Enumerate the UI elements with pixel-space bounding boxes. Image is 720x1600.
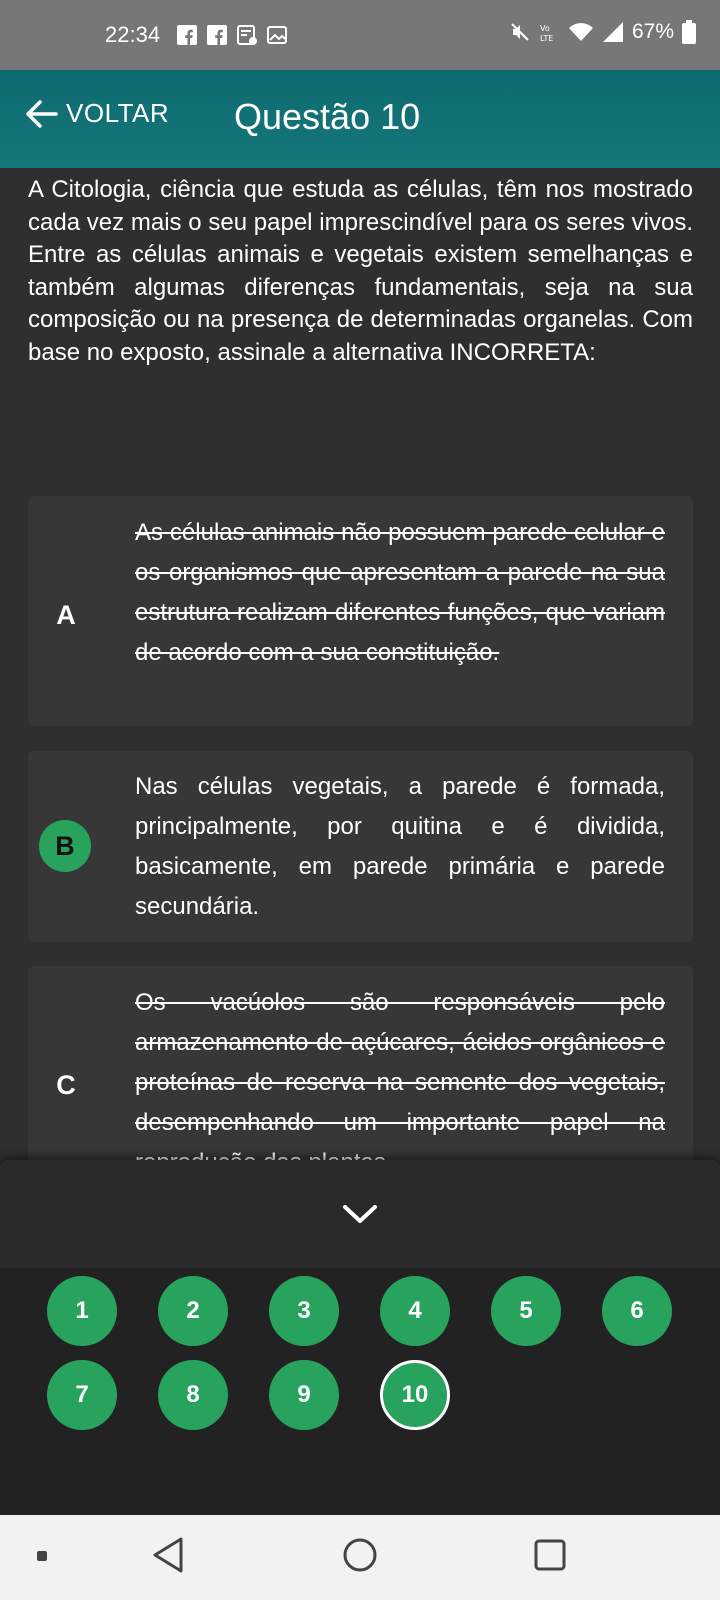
overview-square-icon[interactable] (530, 1535, 570, 1575)
svg-text:Vo: Vo (539, 24, 550, 33)
status-bar (0, 0, 720, 70)
chevron-down-icon (340, 1201, 380, 1227)
recents-dot-icon[interactable] (36, 1550, 48, 1562)
question-number-8[interactable]: 8 (158, 1360, 228, 1430)
signal-icon (602, 21, 624, 43)
back-triangle-icon[interactable] (150, 1535, 186, 1575)
facebook-icon (206, 24, 228, 46)
question-number-6[interactable]: 6 (602, 1276, 672, 1346)
question-number-5[interactable]: 5 (491, 1276, 561, 1346)
arrow-left-icon (24, 99, 58, 129)
status-time: 22:34 (105, 22, 161, 47)
option-a[interactable] (28, 496, 693, 726)
option-letter: A (56, 599, 76, 630)
system-nav-bar (0, 1515, 720, 1600)
question-number-1[interactable]: 1 (47, 1276, 117, 1346)
question-number-3[interactable]: 3 (269, 1276, 339, 1346)
page-title: Questão 10 (234, 96, 421, 137)
question-number-10[interactable]: 10 (380, 1360, 450, 1430)
volte-icon (538, 21, 560, 43)
battery-percent: 67% (631, 20, 674, 43)
option-text: Os vacúolos são responsáveis pelo armazenamento de açúcares, ácidos orgânicos e proteínas de reserva na semente dos vegetais, desempenhando um importante papel na (135, 989, 665, 1136)
mute-icon (510, 22, 530, 42)
app-header (0, 70, 720, 168)
option-letter: C (56, 1069, 76, 1100)
question-nav-panel (0, 1160, 720, 1515)
svg-text:LTE: LTE (539, 34, 554, 43)
options-list (0, 480, 720, 1160)
question-number-2[interactable]: 2 (158, 1276, 228, 1346)
back-label: VOLTAR (66, 98, 170, 128)
question-number-7[interactable]: 7 (47, 1360, 117, 1430)
wifi-icon (568, 21, 594, 43)
option-letter-selected: B (39, 820, 91, 872)
question-number-4[interactable]: 4 (380, 1276, 450, 1346)
question-text: A Citologia, ciência que estuda as células, têm nos mostrado cada vez mais o seu papel imprescindível para os seres vivos. Entre as células animais e vegetais existem semelhanças e também algumas diferenças fundamentais, seja na sua composição ou na presença de determinadas organelas. Com base no exposto, assinale a alternativa INCORRETA: (28, 176, 693, 366)
question-number-9[interactable]: 9 (269, 1360, 339, 1430)
news-icon (236, 24, 258, 46)
option-text: Nas células vegetais, a parede é formada, principalmente, por quitina e é dividida, basicamente, em parede primária e parede secundária. (135, 773, 665, 920)
notification-icons (176, 24, 288, 46)
option-b[interactable] (28, 751, 693, 942)
option-text: As células animais não possuem parede celular e os organismos que apresentam a parede na sua estrutura realizam diferentes funções, que variam de acordo com a sua constituição. (135, 519, 665, 666)
image-icon (266, 24, 288, 46)
collapse-panel-button[interactable] (0, 1160, 720, 1268)
battery-icon (682, 20, 696, 44)
facebook-icon (176, 24, 198, 46)
system-status-icons (510, 20, 696, 44)
back-button[interactable] (24, 98, 169, 129)
home-circle-icon[interactable] (340, 1535, 380, 1575)
